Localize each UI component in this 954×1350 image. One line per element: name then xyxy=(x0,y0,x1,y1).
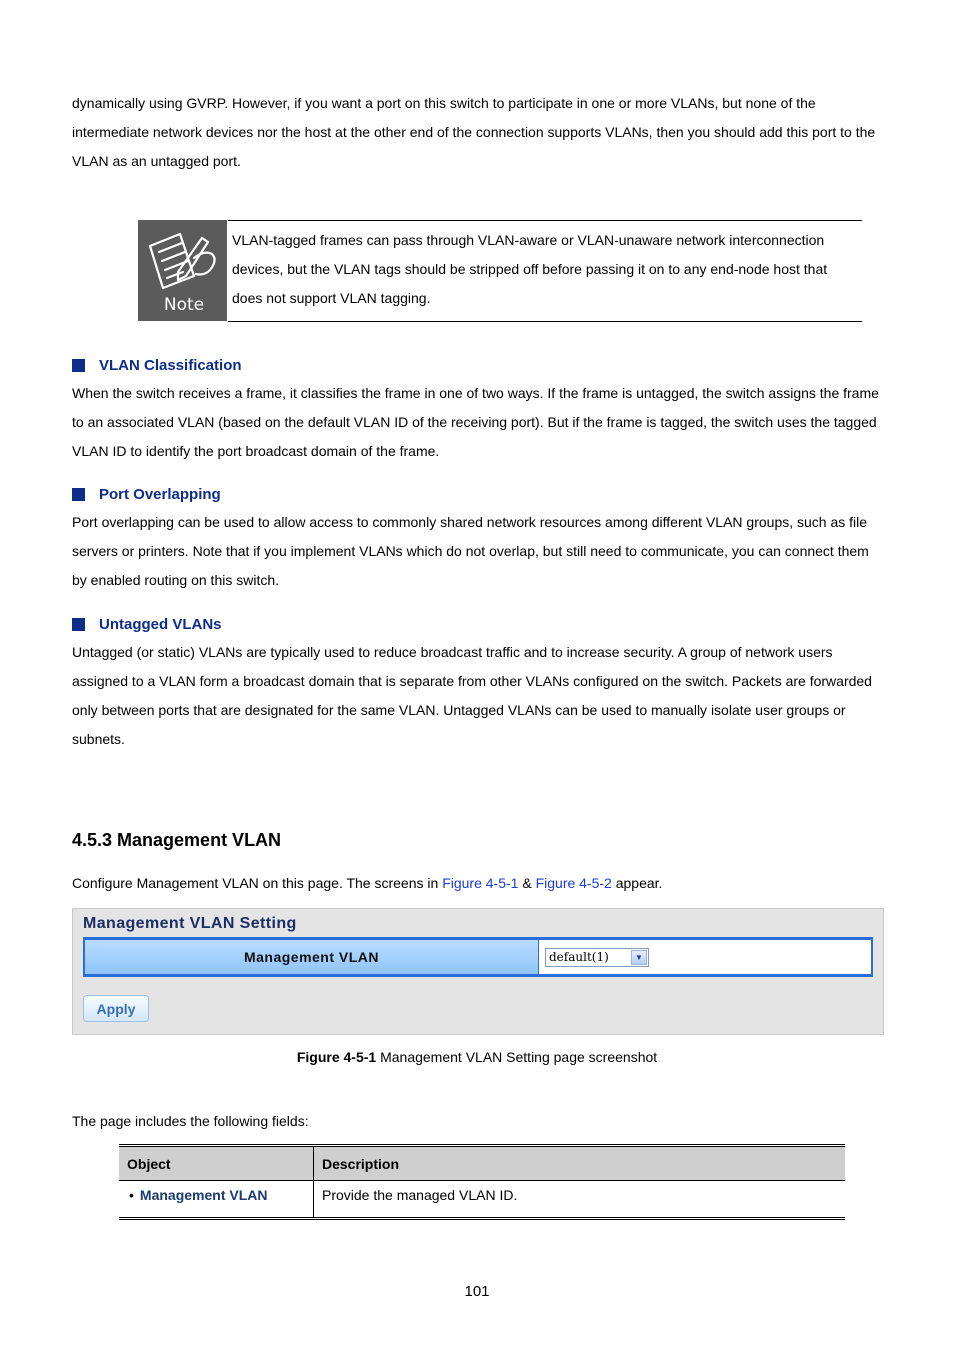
page-number: 101 xyxy=(464,1283,490,1300)
description-cell: Provide the managed VLAN ID. xyxy=(314,1181,846,1219)
figure-caption: Figure 4-5-1 Management VLAN Setting page screenshot xyxy=(296,1049,658,1065)
note-text: VLAN-tagged frames can pass through VLAN-aware or VLAN-unaware network interconnection devices, but the VLAN tags should be stripped off before passing it on to any end-node host that does not support VLAN tagging. xyxy=(232,232,828,306)
panel-title: Management VLAN Setting xyxy=(83,915,297,932)
heading-port-overlapping: Port Overlapping xyxy=(72,483,221,505)
heading-vlan-classification: VLAN Classification xyxy=(72,354,242,376)
port-overlapping-text: Port overlapping can be used to allow access to commonly shared network resources among different VLAN groups, such as file servers or printers. Note that if you implement VLANs which do not overlap, but still need to communicate, you can connect them by enabled routing on this switch. xyxy=(72,514,869,588)
square-bullet-icon xyxy=(72,359,85,372)
fields-intro: The page includes the following fields: xyxy=(72,1113,309,1129)
configure-paragraph: Configure Management VLAN on this page. The screens in Figure 4-5-1 & Figure 4-5-2 appear. xyxy=(72,875,663,891)
square-bullet-icon xyxy=(72,618,85,631)
management-vlan-cell xyxy=(539,940,871,974)
figure-4-5-1-link[interactable]: Figure 4-5-1 xyxy=(442,875,519,891)
heading-untagged-vlans: Untagged VLANs xyxy=(72,613,222,635)
untagged-vlans-text: Untagged (or static) VLANs are typically used to reduce broadcast traffic and to increase security. A group of network users assigned to a VLAN form a broadcast domain that is separate from other VLANs configured on the switch. Packets are forwarded only between ports that are designated for the same VLAN. Untagged VLANs can be used to manually isolate user groups or subnets. xyxy=(72,644,872,747)
figure-4-5-2-link[interactable]: Figure 4-5-2 xyxy=(535,875,612,891)
chevron-down-icon[interactable]: ▼ xyxy=(631,950,647,965)
column-header-description: Description xyxy=(314,1146,846,1181)
table-row xyxy=(119,1181,845,1219)
fields-table xyxy=(119,1144,845,1220)
vlan-setting-table xyxy=(83,937,873,977)
select-value: default(1) xyxy=(549,950,609,964)
note-top-rule xyxy=(228,220,862,221)
intro-paragraph: dynamically using GVRP. However, if you want a port on this switch to participate in one or more VLANs, but none of the intermediate network devices nor the host at the other end of the connection supports VLANs, then you should add this port to the VLAN as an untagged port. xyxy=(72,95,876,169)
management-vlan-label: Management VLAN xyxy=(85,940,539,974)
note-bottom-rule xyxy=(228,321,862,322)
management-vlan-panel xyxy=(72,908,884,1035)
object-cell: • Management VLAN xyxy=(119,1181,314,1219)
apply-button[interactable]: Apply xyxy=(83,995,149,1022)
bullet-icon: • xyxy=(129,1187,134,1203)
management-vlan-select[interactable] xyxy=(545,948,649,967)
square-bullet-icon xyxy=(72,488,85,501)
note-icon xyxy=(138,220,227,321)
svg-text:Note: Note xyxy=(163,295,205,315)
vlan-classification-text: When the switch receives a frame, it classifies the frame in one of two ways. If the frame is untagged, the switch assigns the frame to an associated VLAN (based on the default VLAN ID of the receiving port). But if the frame is tagged, the switch uses the tagged VLAN ID to identify the port broadcast domain of the frame. xyxy=(72,385,879,459)
section-title: 4.5.3 Management VLAN xyxy=(72,830,282,850)
column-header-object: Object xyxy=(119,1146,314,1181)
table-header-row xyxy=(119,1146,845,1181)
